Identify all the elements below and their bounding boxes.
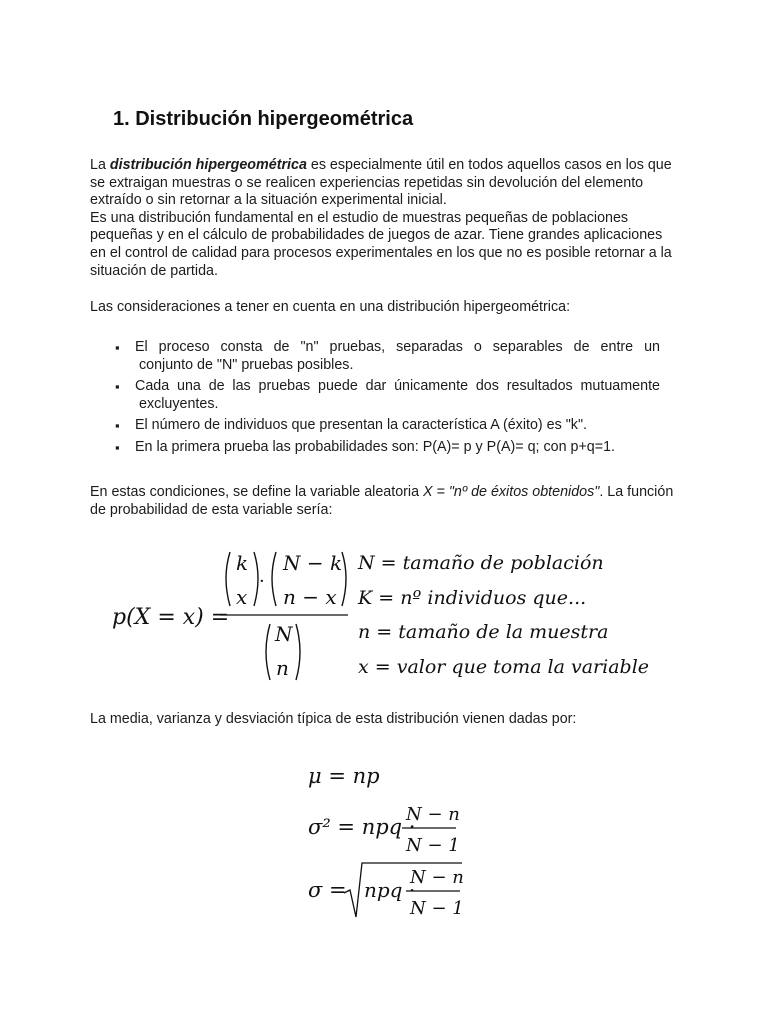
sqrt-sign <box>344 863 462 917</box>
bullet-1-line2: conjunto de "N" pruebas posibles. <box>139 356 354 373</box>
binom1-right-paren <box>254 552 258 606</box>
variance-denominator: N − 1 <box>406 835 460 856</box>
bullet-1-line1: ▪ El proceso consta de "n" pruebas, separadas o separables de entre un <box>135 339 660 355</box>
intro-lead: La <box>90 157 110 173</box>
bullet-2-line1: ▪ Cada una de las pruebas puede dar únicamente dos resultados mutuamente <box>135 378 660 395</box>
binom3-right-paren <box>296 624 300 680</box>
binom1-left-paren <box>226 552 230 606</box>
sd-lhs: σ = <box>308 878 347 902</box>
sd-denominator: N − 1 <box>410 898 464 919</box>
sd-inner: npq · <box>364 878 416 902</box>
sd-numerator: N − n <box>410 867 464 888</box>
legend-k: K = nº individuos que... <box>358 587 587 609</box>
considerations-intro: Las consideraciones a tener en cuenta en una distribución hipergeométrica: <box>90 299 571 315</box>
pmf-lhs: p(X = x) = <box>112 605 230 630</box>
list-item <box>115 339 660 374</box>
binom3-bottom: n <box>276 656 289 680</box>
conditions-paragraph <box>90 484 680 519</box>
intro-term: distribución hipergeométrica <box>109 157 307 173</box>
binom-dot: · <box>259 571 265 592</box>
bullet-2-line2: excluyentes. <box>139 395 219 412</box>
binom1-top: k <box>236 551 249 575</box>
mean-formula: μ = np <box>308 764 380 788</box>
moments-intro: La media, varianza y desviación típica de esta distribución vienen dadas por: <box>90 711 577 727</box>
variance-numerator: N − n <box>406 804 460 825</box>
binom1-bottom: x <box>236 585 248 609</box>
binom2-right-paren <box>342 552 346 606</box>
intro-paragraph <box>90 157 680 280</box>
binom2-left-paren <box>272 552 276 606</box>
binom2-bottom: n − x <box>283 585 337 609</box>
conditions-rest: . La función de probabilidad de esta variable sería: <box>90 484 674 518</box>
binom3-top: N <box>275 622 293 646</box>
legend-sample-size: n = tamaño de la muestra <box>358 621 609 643</box>
list-item <box>115 378 660 413</box>
variance-lhs: σ² = npq · <box>308 815 416 839</box>
binom3-left-paren <box>266 624 270 680</box>
list-item <box>115 439 660 457</box>
legend-population: N = tamaño de población <box>358 552 604 574</box>
intro-text-1: es especialmente útil en todos aquellos casos en los que se extraigan muestras o se realicen experiencias repetidas sin devolución del elemento extraído o sin retornar a la situación experimental inicial. <box>90 157 672 209</box>
binom2-top: N − k <box>283 551 343 575</box>
random-variable-definition: X = "nº de éxitos obtenidos" <box>423 484 600 500</box>
bullet-3-line1: El número de individuos que presentan la característica A (éxito) es "k". <box>135 417 587 434</box>
page-title: 1. Distribución hipergeométrica <box>113 108 414 130</box>
intro-text-2: Es una distribución fundamental en el estudio de muestras pequeñas de poblaciones pequeñas y en el cálculo de probabilidades de juegos de azar. Tiene grandes aplicaciones en el control de calidad para procesos experimentales en los que no es posible retornar a la situación de partida. <box>90 209 672 279</box>
list-item <box>115 417 660 435</box>
bullet-4-line1: En la primera prueba las probabilidades son: P(A)= p y P(A)= q; con p+q=1. <box>135 438 616 455</box>
considerations-list <box>115 339 660 461</box>
legend-variable: x = valor que toma la variable <box>358 656 650 678</box>
conditions-lead: En estas condiciones, se define la variable aleatoria <box>90 484 424 500</box>
